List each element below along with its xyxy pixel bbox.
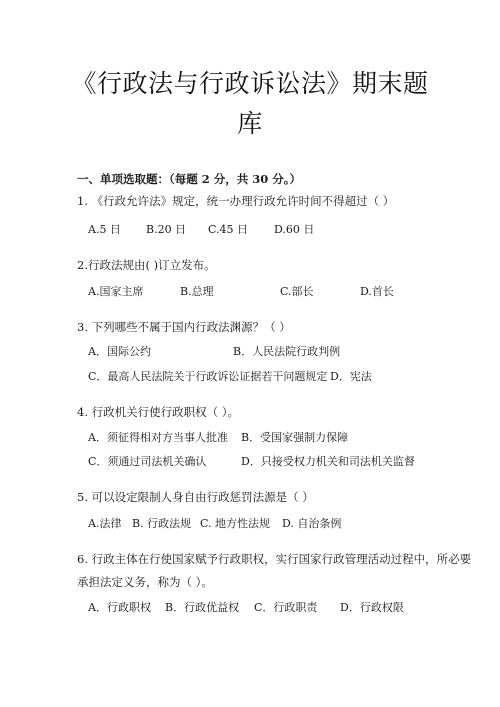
- question-6-stem-line-2: 承担法定义务，称为（ ）。: [77, 575, 213, 589]
- document-title-line-1: 《行政法与行政诉讼法》期末题: [71, 69, 429, 98]
- question-2-stem: 2.行政法规由( )订立发布。: [77, 258, 216, 272]
- question-6-stem-line-1: 6. 行政主体在行使国家赋予行政职权，实行国家行政管理活动过程中，所必要: [77, 552, 472, 566]
- section-heading: 一、单项选取题：（每题 2 分，共 30 分。）: [77, 172, 302, 186]
- question-4-stem: 4. 行政机关行使行政职权（ ）。: [77, 405, 240, 419]
- question-5-option-d: D. 自治条例: [282, 517, 342, 530]
- question-3-stem: 3. 下列哪些不属于国内行政法渊源？（ ）: [77, 320, 291, 334]
- question-5-option-b: B. 行政法规: [132, 517, 192, 530]
- document-title-line-2: 库: [237, 109, 263, 138]
- question-5-stem: 5. 可以设定限制人身自由行政惩罚法源是（ ）: [77, 490, 314, 504]
- question-1-option-a: A.5 日: [88, 223, 121, 236]
- question-1-option-c: C.45 日: [208, 223, 249, 236]
- question-5-option-a: A.法律: [88, 517, 122, 530]
- question-5-option-c: C. 地方性法规: [200, 517, 271, 530]
- question-3-option-c: C．最高人民法院关于行政诉讼证据若干问题规定: [88, 370, 328, 383]
- question-3-option-a: A．国际公约: [88, 345, 151, 358]
- question-1-stem: 1. 《行政允许法》规定，统一办理行政允许时间不得超过（ ）: [77, 194, 395, 208]
- question-6-option-d: D．行政权限: [340, 601, 404, 614]
- question-4-option-c: C．须通过司法机关确认: [88, 455, 207, 468]
- question-2-option-b: B.总理: [180, 285, 214, 298]
- question-6-option-a: A．行政职权: [88, 601, 151, 614]
- question-4-option-a: A．须征得相对方当事人批准: [88, 431, 228, 444]
- question-1-option-d: D.60 日: [274, 223, 315, 236]
- question-6-option-b: B．行政优益权: [165, 601, 240, 614]
- question-4-option-b: B．受国家强制力保障: [241, 431, 349, 444]
- question-6-option-c: C．行政职责: [254, 601, 318, 614]
- question-4-option-d: D．只接受权力机关和司法机关监督: [241, 455, 415, 468]
- question-1-option-b: B.20 日: [146, 223, 187, 236]
- question-2-option-c: C.部长: [280, 285, 314, 298]
- question-3-option-b: B．人民法院行政判例: [233, 345, 341, 358]
- question-2-option-a: A.国家主席: [88, 285, 144, 298]
- question-3-option-d: D．宪法: [330, 370, 372, 383]
- question-2-option-d: D.首长: [360, 285, 394, 298]
